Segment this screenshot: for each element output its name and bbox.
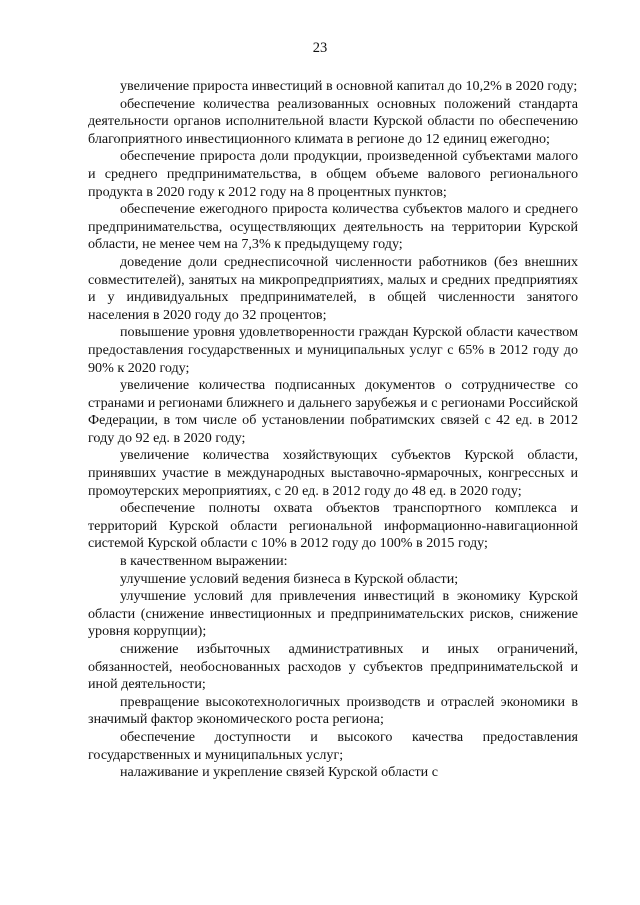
paragraph: улучшение условий ведения бизнеса в Курской области; — [120, 570, 459, 587]
paragraph: увеличение количества хозяйствующих субъектов Курской области, принявших участие в международных выставочно-ярмарочных, конгрессных и промоутерских мероприятиях, с 20 ед. в 2012 году до 48 ед. в 2020 году; — [88, 447, 578, 499]
paragraph: обеспечение ежегодного прироста количества субъектов малого и среднего предпринимательства, осуществляющих деятельность на территории Курской области, не менее чем на 7,3% к предыдущему году; — [88, 201, 578, 253]
document-body — [88, 78, 578, 782]
paragraph: повышение уровня удовлетворенности граждан Курской области качеством предоставления государственных и муниципальных услуг с 65% в 2012 году до 90% к 2020 году; — [88, 324, 578, 376]
paragraph: улучшение условий для привлечения инвестиций в экономику Курской области (снижение инвестиционных и предпринимательских рисков, снижение уровня коррупции); — [88, 588, 578, 640]
page-number: 23 — [312, 40, 328, 56]
paragraph: снижение избыточных административных и иных ограничений, обязанностей, необоснованных расходов у субъектов предпринимательской и иной деятельности; — [88, 641, 578, 693]
paragraph: превращение высокотехнологичных производств и отраслей экономики в значимый фактор экономического роста региона; — [88, 693, 578, 728]
paragraph: обеспечение полноты охвата объектов транспортного комплекса и территорий Курской области региональной информационно-навигационной системой Курской области с 10% в 2012 году до 100% в 2015 году; — [88, 500, 578, 552]
paragraph: обеспечение прироста доли продукции, произведенной субъектами малого и среднего предпринимательства, в общем объеме валового регионального продукта в 2020 году к 2012 году на 8 процентных пунктов; — [88, 148, 578, 200]
paragraph: обеспечение доступности и высокого качества предоставления государственных и муниципальных услуг; — [88, 728, 578, 763]
paragraph: в качественном выражении: — [120, 553, 288, 570]
paragraph: увеличение количества подписанных документов о сотрудничестве со странами и регионами ближнего и дальнего зарубежья и с регионами Российской Федерации, в том числе об установлении побратимских связей с 42 ед. в 2012 году до 92 ед. в 2020 году; — [88, 377, 578, 446]
paragraph: доведение доли среднесписочной численности работников (без внешних совместителей), занятых на микропредприятиях, малых и средних предприятиях и у индивидуальных предпринимателей, в общей численности занятого населения в 2020 году до 32 процентов; — [88, 253, 578, 323]
paragraph: налаживание и укрепление связей Курской области с — [120, 764, 438, 781]
paragraph: увеличение прироста инвестиций в основной капитал до 10,2% в 2020 году; — [120, 78, 578, 94]
paragraph: обеспечение количества реализованных основных положений стандарта деятельности органов исполнительной власти Курской области по обеспечению благоприятного инвестиционного климата в регионе до 12 единиц ежегодно; — [88, 95, 578, 147]
